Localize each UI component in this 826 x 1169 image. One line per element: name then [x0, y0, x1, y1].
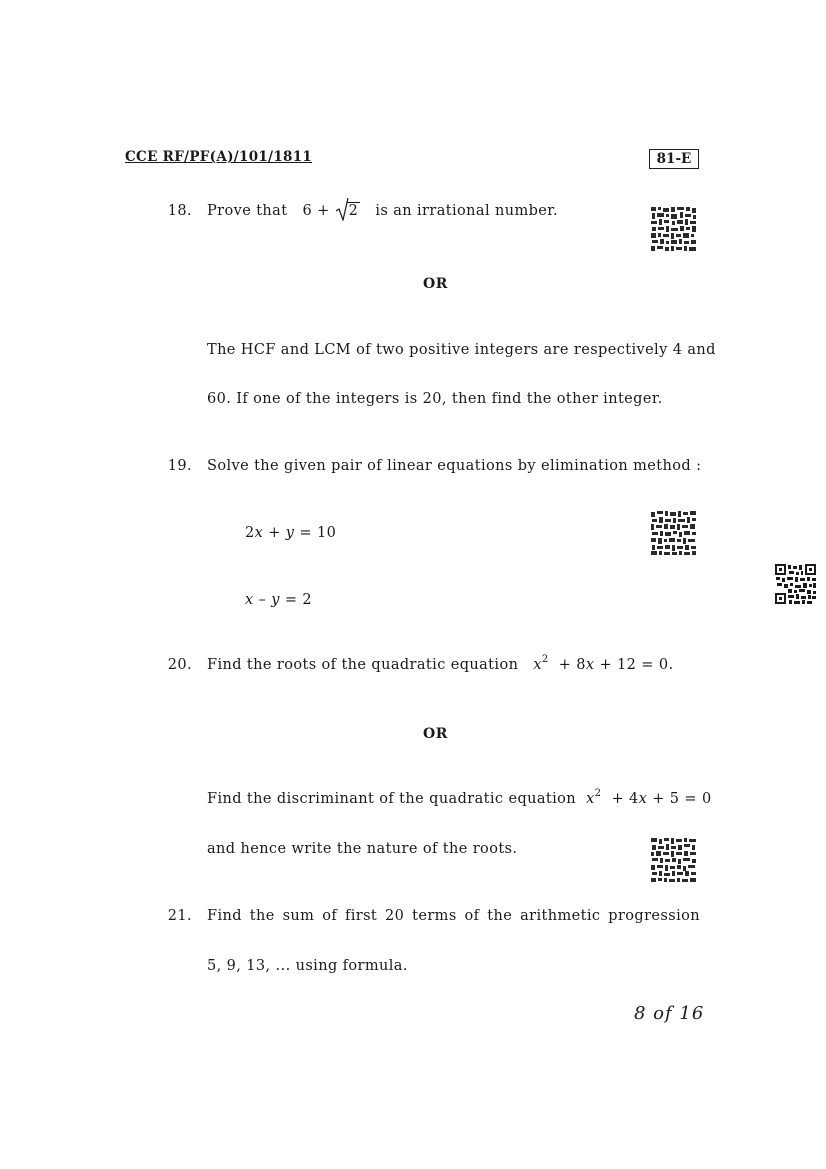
q18-prefix: Prove that	[207, 203, 288, 219]
question-19-text: Solve the given pair of linear equations by elimination method :	[207, 458, 702, 474]
exam-code: CCE RF/PF(A)/101/1811	[125, 149, 313, 165]
q18-alt-line1: The HCF and LCM of two positive integers are respectively 4 and	[207, 342, 716, 358]
equation-1: 2x + y = 10	[245, 525, 337, 541]
q21-line1: Find the sum of first 20 terms of the arithmetic progression	[207, 908, 700, 924]
q18-expr: 6 +	[302, 203, 330, 219]
or-divider-18: OR	[423, 276, 449, 292]
question-18-number: 18.	[167, 203, 192, 219]
q21-line2: 5, 9, 13, ... using formula.	[207, 958, 408, 974]
question-19-number: 19.	[167, 458, 192, 474]
question-18-text	[207, 203, 558, 219]
q18-suffix: is an irrational number.	[375, 203, 559, 219]
question-21-number: 21.	[167, 908, 192, 924]
q18-alt-line2: 60. If one of the integers is 20, then find the other integer.	[207, 391, 663, 407]
qr-code-icon	[650, 837, 697, 883]
or-divider-20: OR	[423, 726, 449, 742]
equation-2: x – y = 2	[245, 592, 313, 608]
q20-alt-text: Find the discriminant of the quadratic equation $x^2 + 4x + 5 = 0$	[207, 788, 712, 807]
qr-code-icon	[650, 206, 697, 252]
q20-alt-line2: and hence write the nature of the roots.	[207, 841, 518, 857]
paper-code-box: 81-E	[649, 149, 699, 169]
sqrt-symbol	[335, 203, 361, 219]
qr-code-icon	[775, 564, 816, 604]
q18-radicand: 2	[348, 203, 359, 219]
qr-code-icon	[650, 510, 697, 556]
question-20-number: 20.	[167, 657, 192, 673]
question-20-text: Find the roots of the quadratic equation $x^2 + 8x + 12 = 0$.	[207, 654, 674, 673]
page-number: 8 of 16	[634, 1003, 705, 1024]
